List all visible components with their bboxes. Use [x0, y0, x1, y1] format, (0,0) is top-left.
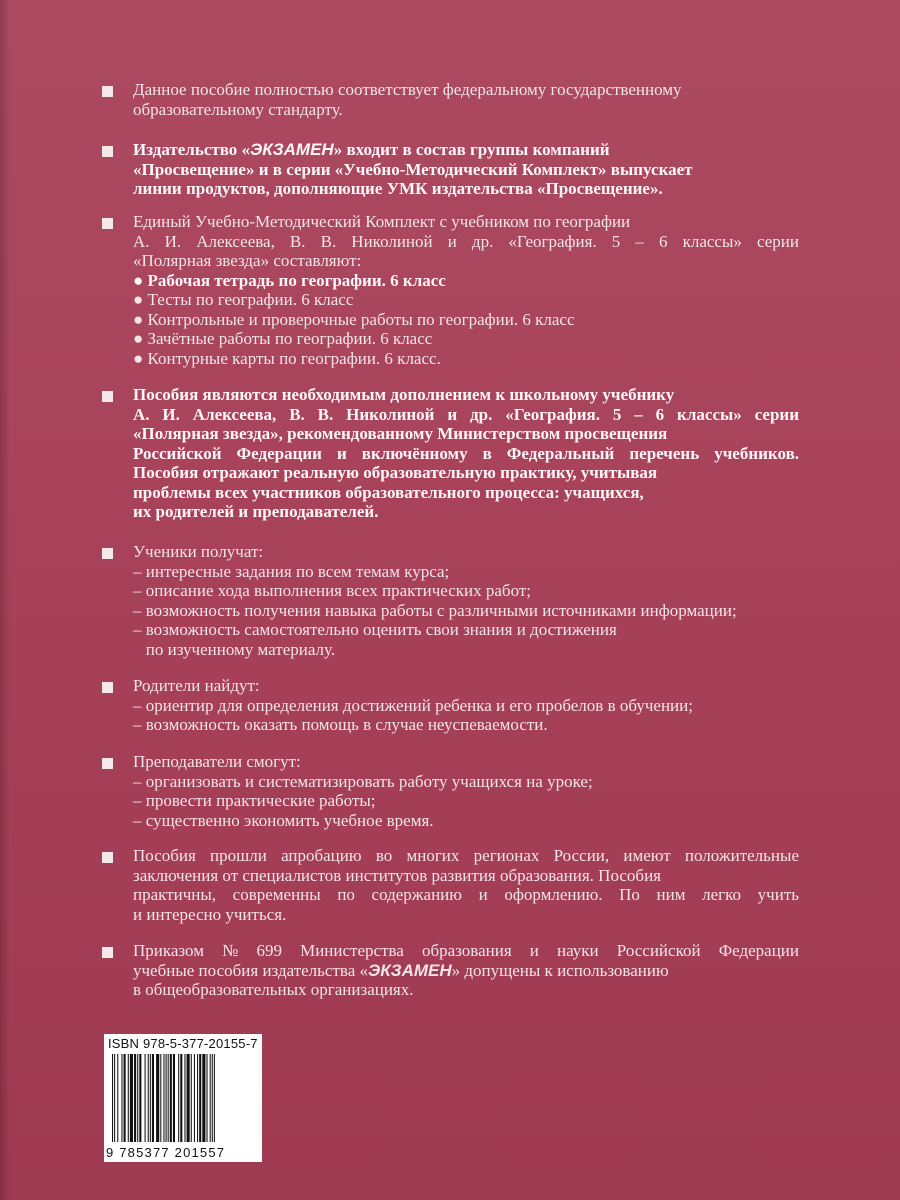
text-line: Данное пособие полностью соответствует федеральному государственному [133, 80, 682, 99]
list-item-text: Контрольные и проверочные работы по географии. 6 класс [147, 309, 575, 329]
barcode-bar [210, 1054, 211, 1142]
list-item: ● Контрольные и проверочные работы по географии. 6 класс [133, 309, 575, 329]
text-line: линии продуктов, дополняющие УМК издательства «Просвещение». [133, 179, 663, 198]
text-line [133, 961, 799, 981]
text-fragment: учебные пособия издательства « [133, 960, 368, 980]
text-fragment: » входит в состав группы компаний [333, 140, 610, 159]
square-bullet-icon [102, 86, 113, 97]
barcode-bar [168, 1054, 169, 1142]
list-item: – возможность самостоятельно оценить свои знания и достижения [133, 620, 617, 639]
barcode-bar [166, 1054, 167, 1142]
text-line: «Полярная звезда», рекомендованному Министерством просвещения [133, 424, 668, 443]
text-line: Пособия отражают реальную образовательную практику, учитывая [133, 463, 658, 482]
isbn-label: ISBN 978-5-377-20155-7 [108, 1036, 258, 1051]
text-line: «Полярная звезда» составляют: [133, 251, 362, 270]
isbn-barcode [104, 1034, 262, 1162]
barcode-bar [207, 1054, 208, 1142]
section-fgos [133, 80, 799, 119]
barcode-bar [128, 1054, 129, 1142]
barcode-digits: 9 785377 201557 [106, 1145, 226, 1160]
barcode-bar [139, 1054, 141, 1142]
barcode-bar [199, 1054, 201, 1142]
square-bullet-icon [102, 391, 113, 402]
barcode-bar [148, 1054, 149, 1142]
list-item: – интересные задания по всем темам курса; [133, 561, 450, 581]
barcode-bar [137, 1054, 138, 1142]
barcode-bar [184, 1054, 185, 1142]
text-line: проблемы всех участников образовательного процесса: учащихся, [133, 482, 644, 502]
section-parents [133, 676, 799, 735]
barcode-bar [178, 1054, 179, 1142]
text-line: образовательному стандарту. [133, 99, 343, 119]
section-order [133, 941, 799, 1000]
text-line: А. И. Алексеева, В. В. Николиной и др. «География. 5 – 6 классы» серии [133, 231, 799, 251]
barcode-bar [197, 1054, 198, 1142]
text-line: Российской Федерации и включённому в Федеральный перечень учебников. [133, 443, 799, 463]
list-item: ● Рабочая тетрадь по географии. 6 класс [133, 270, 446, 290]
text-line: и интересно учиться. [133, 904, 287, 924]
barcode-bar [152, 1054, 154, 1142]
barcode-bar [160, 1054, 161, 1142]
barcode-icon [110, 1054, 256, 1144]
list-item: – возможность оказать помощь в случае неуспеваемости. [133, 715, 548, 734]
text-line: Пособия прошли апробацию во многих регионах России, имеют положительные [133, 846, 799, 865]
section-heading: Ученики получат: [133, 542, 264, 561]
publisher-brand: ЭКЗАМЕН [250, 140, 334, 159]
barcode-bar [187, 1054, 190, 1142]
text-line: в общеобразовательных организациях. [133, 980, 414, 999]
list-item-text: Контурные карты по географии. 6 класс. [147, 348, 441, 368]
text-line: Единый Учебно-Методический Комплект с учебником по географии [133, 212, 631, 231]
square-bullet-icon [102, 218, 113, 229]
barcode-bar [150, 1054, 151, 1142]
text-line: «Просвещение» и в серии «Учебно-Методический Комплект» выпускает [133, 159, 693, 179]
list-item: по изученному материалу. [133, 639, 336, 659]
barcode-bar [212, 1054, 213, 1142]
list-item: – ориентир для определения достижений ребенка и его пробелов в обучении; [133, 695, 693, 715]
section-publisher [133, 140, 799, 199]
section-approval [133, 846, 799, 924]
barcode-bar [145, 1054, 146, 1142]
text-line: Пособия являются необходимым дополнением к школьному учебнику [133, 385, 675, 404]
text-line: заключения от специалистов институтов развития образования. Пособия [133, 865, 661, 885]
list-item: – описание хода выполнения всех практических работ; [133, 581, 532, 600]
list-item: – возможность получения навыка работы с различными источниками информации; [133, 600, 737, 620]
barcode-bar [134, 1054, 136, 1142]
section-heading: Родители найдут: [133, 676, 260, 695]
barcode-bar [124, 1054, 126, 1142]
square-bullet-icon [102, 146, 113, 157]
list-item: – существенно экономить учебное время. [133, 810, 434, 830]
list-item: – провести практические работы; [133, 791, 376, 810]
list-item-text: Тесты по географии. 6 класс [147, 290, 354, 309]
section-supplement [133, 385, 799, 522]
text-fragment: » допущены к использованию [451, 960, 669, 980]
list-item-text: Зачётные работы по географии. 6 класс [147, 329, 433, 348]
barcode-bar [117, 1054, 118, 1142]
text-line: практичны, современны по содержанию и оформлению. По ним легко учить [133, 885, 799, 904]
text-line [133, 140, 799, 160]
section-umk [133, 212, 799, 368]
list-item: ● Контурные карты по географии. 6 класс. [133, 348, 441, 368]
section-heading: Преподаватели смогут: [133, 752, 301, 771]
section-students [133, 542, 799, 659]
publisher-brand: ЭКЗАМЕН [368, 960, 452, 980]
barcode-bar [156, 1054, 159, 1142]
list-item: ● Зачётные работы по географии. 6 класс [133, 329, 433, 348]
text-line: А. И. Алексеева, В. В. Николиной и др. «География. 5 – 6 классы» серии [133, 404, 799, 424]
barcode-bar [202, 1054, 205, 1142]
barcode-bar [114, 1054, 115, 1142]
barcode-bar [191, 1054, 192, 1142]
text-line: их родителей и преподавателей. [133, 502, 379, 521]
square-bullet-icon [102, 548, 113, 559]
square-bullet-icon [102, 947, 113, 958]
barcode-bar [170, 1054, 172, 1142]
text-fragment: Издательство « [133, 140, 251, 159]
square-bullet-icon [102, 682, 113, 693]
barcode-bar [163, 1054, 164, 1142]
barcode-bar [180, 1054, 182, 1142]
list-item: – организовать и систематизировать работу учащихся на уроке; [133, 771, 593, 791]
square-bullet-icon [102, 758, 113, 769]
text-line: Приказом № 699 Министерства образования и науки Российской Федерации [133, 941, 799, 960]
barcode-bar [173, 1054, 175, 1142]
section-teachers [133, 752, 799, 830]
list-item-text: Рабочая тетрадь по географии. 6 класс [147, 270, 446, 290]
barcode-bar [121, 1054, 122, 1142]
list-item: ● Тесты по географии. 6 класс [133, 290, 354, 309]
barcode-bar [214, 1054, 215, 1142]
barcode-bar [130, 1054, 133, 1142]
square-bullet-icon [102, 852, 113, 863]
barcode-bar [112, 1054, 113, 1142]
barcode-bar [194, 1054, 195, 1142]
